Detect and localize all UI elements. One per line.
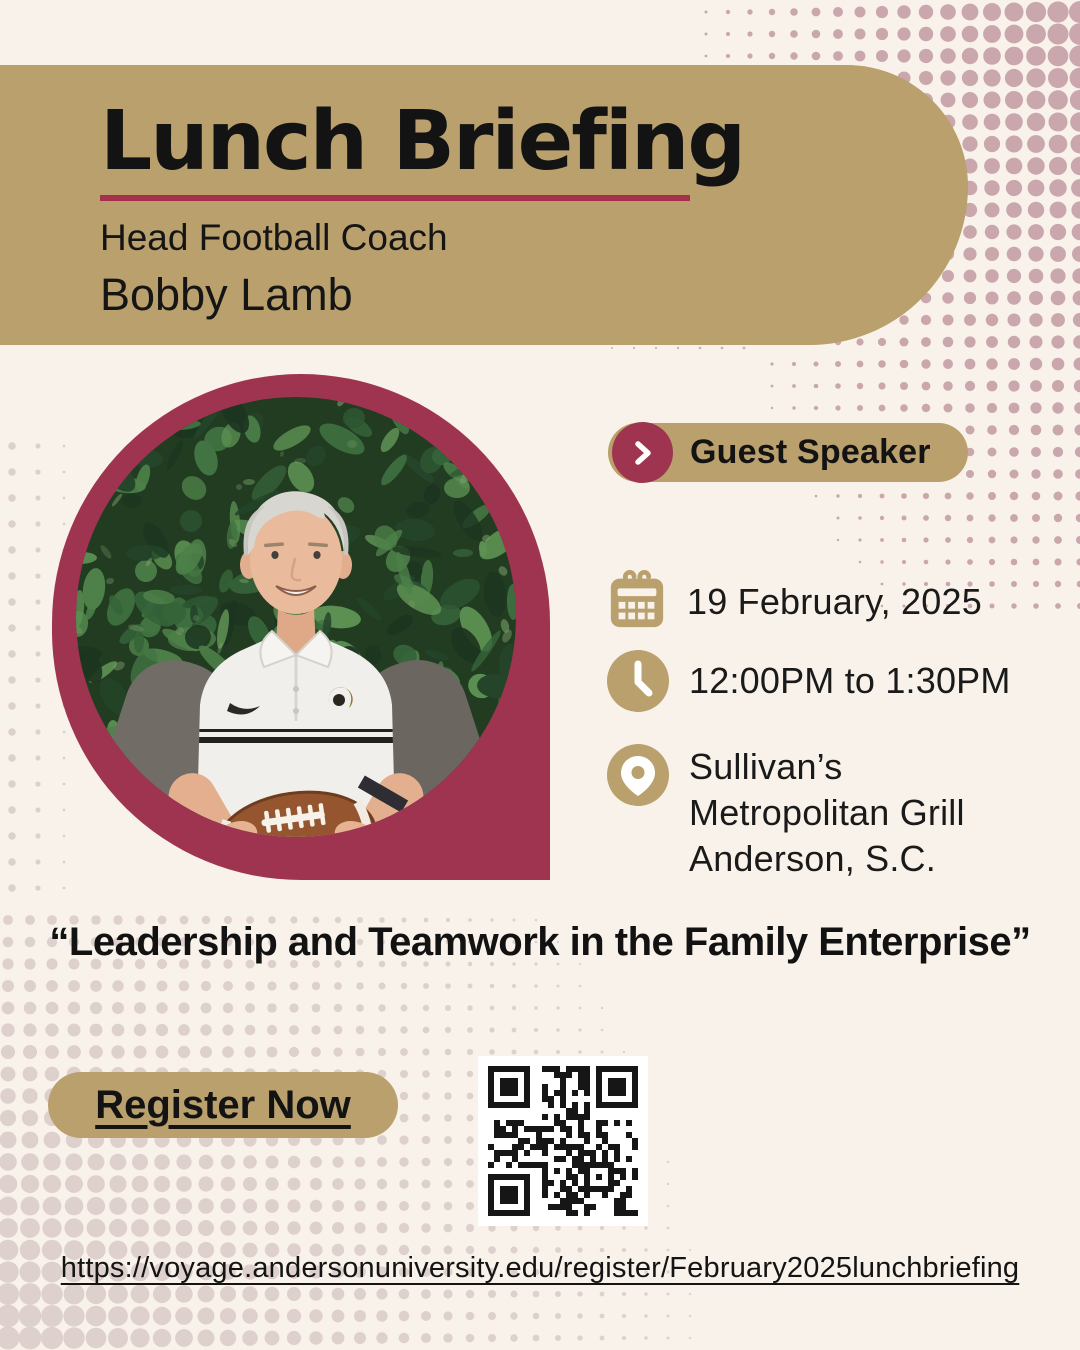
event-time: 12:00PM to 1:30PM (689, 660, 1011, 701)
event-date: 19 February, 2025 (687, 580, 982, 622)
header-band (0, 65, 968, 345)
event-location (689, 744, 965, 882)
qr-code (478, 1056, 648, 1226)
event-time-row (607, 650, 1011, 712)
clock-icon (607, 650, 669, 712)
page-title: Lunch Briefing (100, 94, 745, 189)
event-date-row (607, 566, 982, 637)
speaker-name: Bobby Lamb (100, 269, 353, 320)
guest-speaker-label: Guest Speaker (690, 433, 931, 471)
chevron-right-icon (612, 422, 673, 483)
speaker-photo (76, 397, 516, 837)
location-line-3: Anderson, S.C. (689, 838, 936, 879)
register-now-label: Register Now (95, 1082, 351, 1127)
speaker-role: Head Football Coach (100, 217, 448, 258)
title-underline (100, 195, 690, 201)
event-location-row (607, 744, 965, 882)
talk-title-quote: “Leadership and Teamwork in the Family Enterprise” (49, 920, 1031, 964)
location-line-1: Sullivan’s (689, 746, 843, 787)
register-now-button[interactable] (48, 1072, 398, 1138)
speaker-photo-illustration (76, 397, 516, 837)
registration-url-wrap (0, 1252, 1080, 1285)
location-line-2: Metropolitan Grill (689, 792, 965, 833)
qr-code-pattern (488, 1066, 638, 1216)
registration-url-link[interactable]: https://voyage.andersonuniversity.edu/register/February2025lunchbriefing (60, 1252, 1020, 1284)
calendar-icon (607, 566, 667, 637)
location-pin-icon (607, 744, 669, 806)
